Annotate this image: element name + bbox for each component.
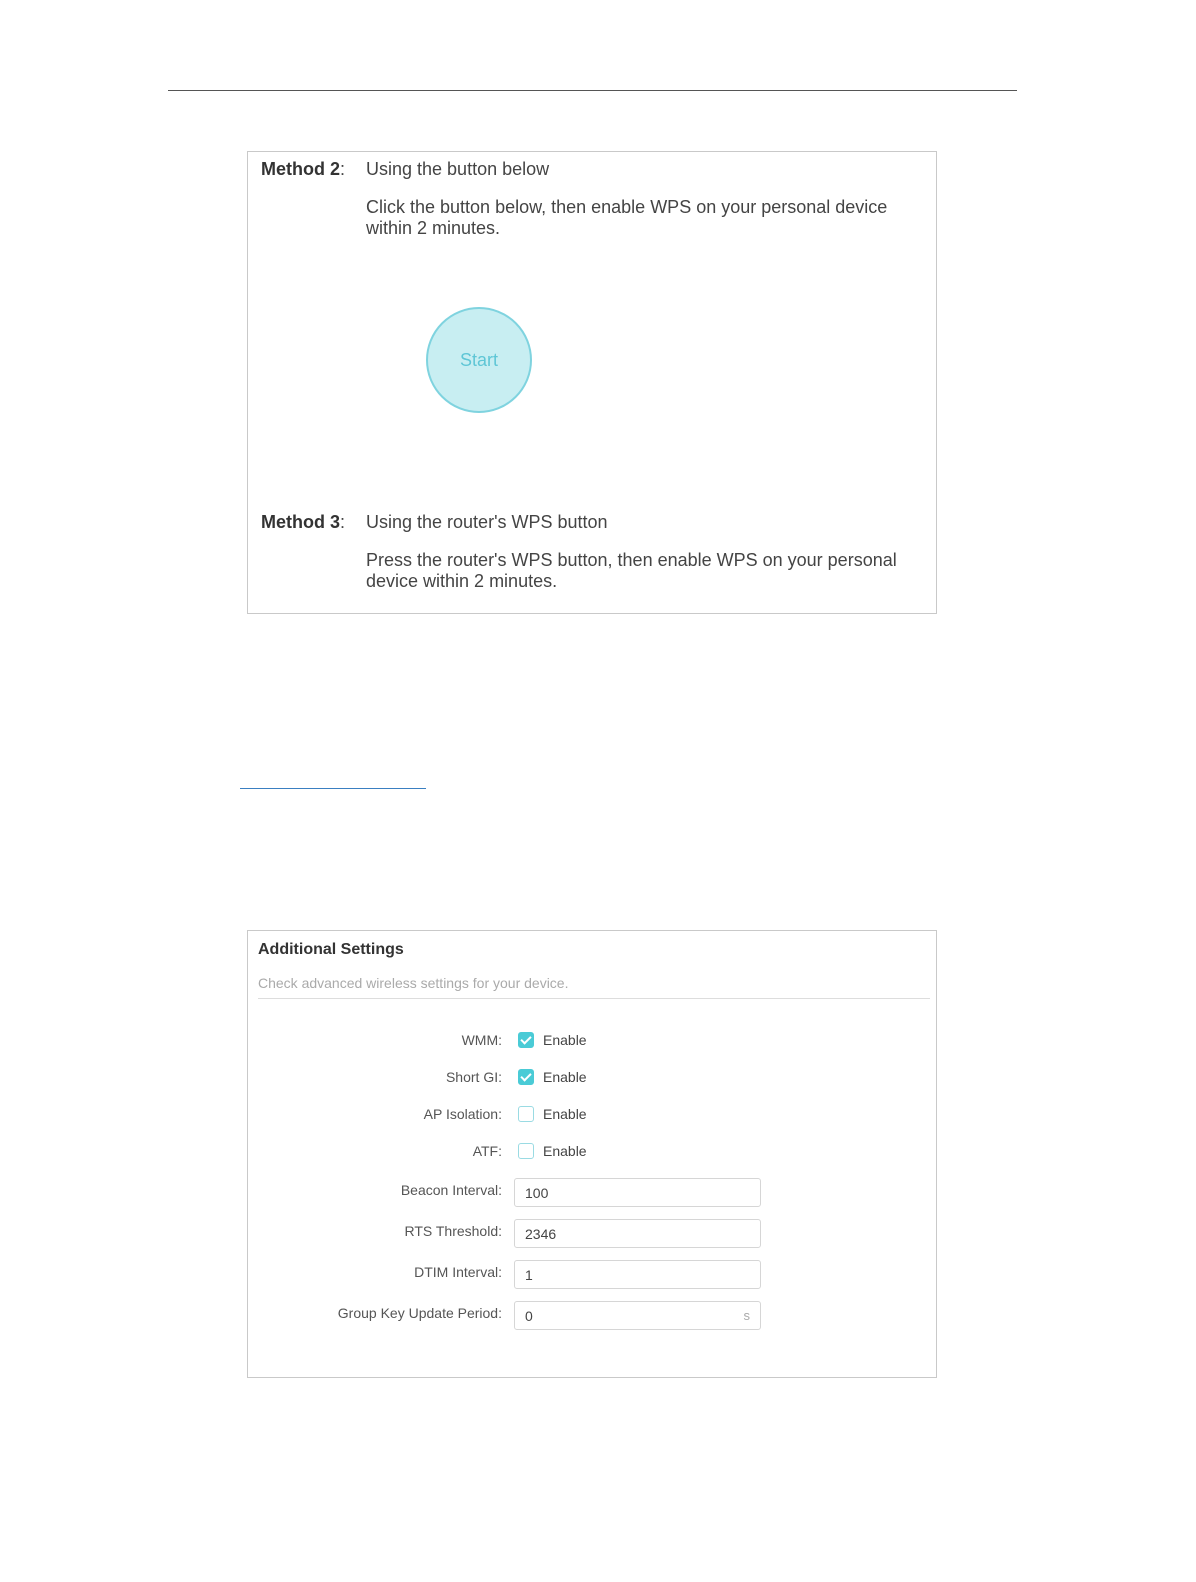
rts-threshold-input[interactable] <box>514 1219 761 1248</box>
header-rule <box>168 90 1017 91</box>
checkbox-checked-icon[interactable] <box>518 1069 534 1085</box>
group-key-update-value: 0 <box>525 1308 533 1324</box>
rts-threshold-label: RTS Threshold: <box>404 1223 502 1239</box>
method-3-description: Press the router's WPS button, then enable WPS on your personal device within 2 minutes. <box>366 550 897 591</box>
beacon-interval-input[interactable] <box>514 1178 761 1207</box>
beacon-interval-label: Beacon Interval: <box>400 1182 502 1198</box>
wps-start-button[interactable]: Start <box>426 307 532 413</box>
beacon-interval-row <box>248 1178 936 1206</box>
rts-threshold-value: 2346 <box>525 1226 557 1242</box>
atf-checkbox[interactable] <box>518 1143 587 1159</box>
additional-settings-subtitle: Check advanced wireless settings for your device. <box>258 975 569 991</box>
method-2-label: Method 2 <box>261 159 340 179</box>
short-gi-checkbox[interactable] <box>518 1069 587 1085</box>
dtim-interval-value: 1 <box>525 1267 533 1283</box>
method-2-title: Using the button below <box>366 159 550 179</box>
group-key-update-row <box>248 1301 936 1329</box>
group-key-update-input[interactable] <box>514 1301 761 1330</box>
wps-panel <box>247 151 937 614</box>
divider <box>258 998 930 999</box>
checkbox-unchecked-icon[interactable] <box>518 1106 534 1122</box>
method-3-title: Using the router's WPS button <box>366 512 608 532</box>
beacon-interval-value: 100 <box>525 1185 549 1201</box>
atf-row <box>248 1139 936 1167</box>
wmm-row <box>248 1028 936 1056</box>
wmm-enable-text: Enable <box>543 1032 587 1048</box>
atf-label: ATF: <box>472 1143 502 1159</box>
checkbox-unchecked-icon[interactable] <box>518 1143 534 1159</box>
additional-settings-panel <box>247 930 937 1378</box>
dtim-interval-input[interactable] <box>514 1260 761 1289</box>
ap-isolation-row <box>248 1102 936 1130</box>
group-key-update-label: Group Key Update Period: <box>337 1305 502 1321</box>
wmm-label: WMM: <box>461 1032 502 1048</box>
short-gi-enable-text: Enable <box>543 1069 587 1085</box>
section-link-underline <box>240 788 426 789</box>
wmm-checkbox[interactable] <box>518 1032 587 1048</box>
short-gi-label: Short GI: <box>445 1069 502 1085</box>
method-3-label: Method 3 <box>261 512 340 532</box>
dtim-interval-label: DTIM Interval: <box>414 1264 502 1280</box>
method-2-description: Click the button below, then enable WPS on your personal device within 2 minutes. <box>366 197 888 238</box>
atf-enable-text: Enable <box>543 1143 587 1159</box>
ap-isolation-enable-text: Enable <box>543 1106 587 1122</box>
ap-isolation-checkbox[interactable] <box>518 1106 587 1122</box>
method-2-separator: : <box>340 159 346 179</box>
group-key-update-unit: s <box>743 1308 750 1323</box>
additional-settings-title: Additional Settings <box>258 941 404 958</box>
short-gi-row <box>248 1065 936 1093</box>
rts-threshold-row <box>248 1219 936 1247</box>
dtim-interval-row <box>248 1260 936 1288</box>
method-3-separator: : <box>340 512 346 532</box>
ap-isolation-label: AP Isolation: <box>423 1106 502 1122</box>
checkbox-checked-icon[interactable] <box>518 1032 534 1048</box>
